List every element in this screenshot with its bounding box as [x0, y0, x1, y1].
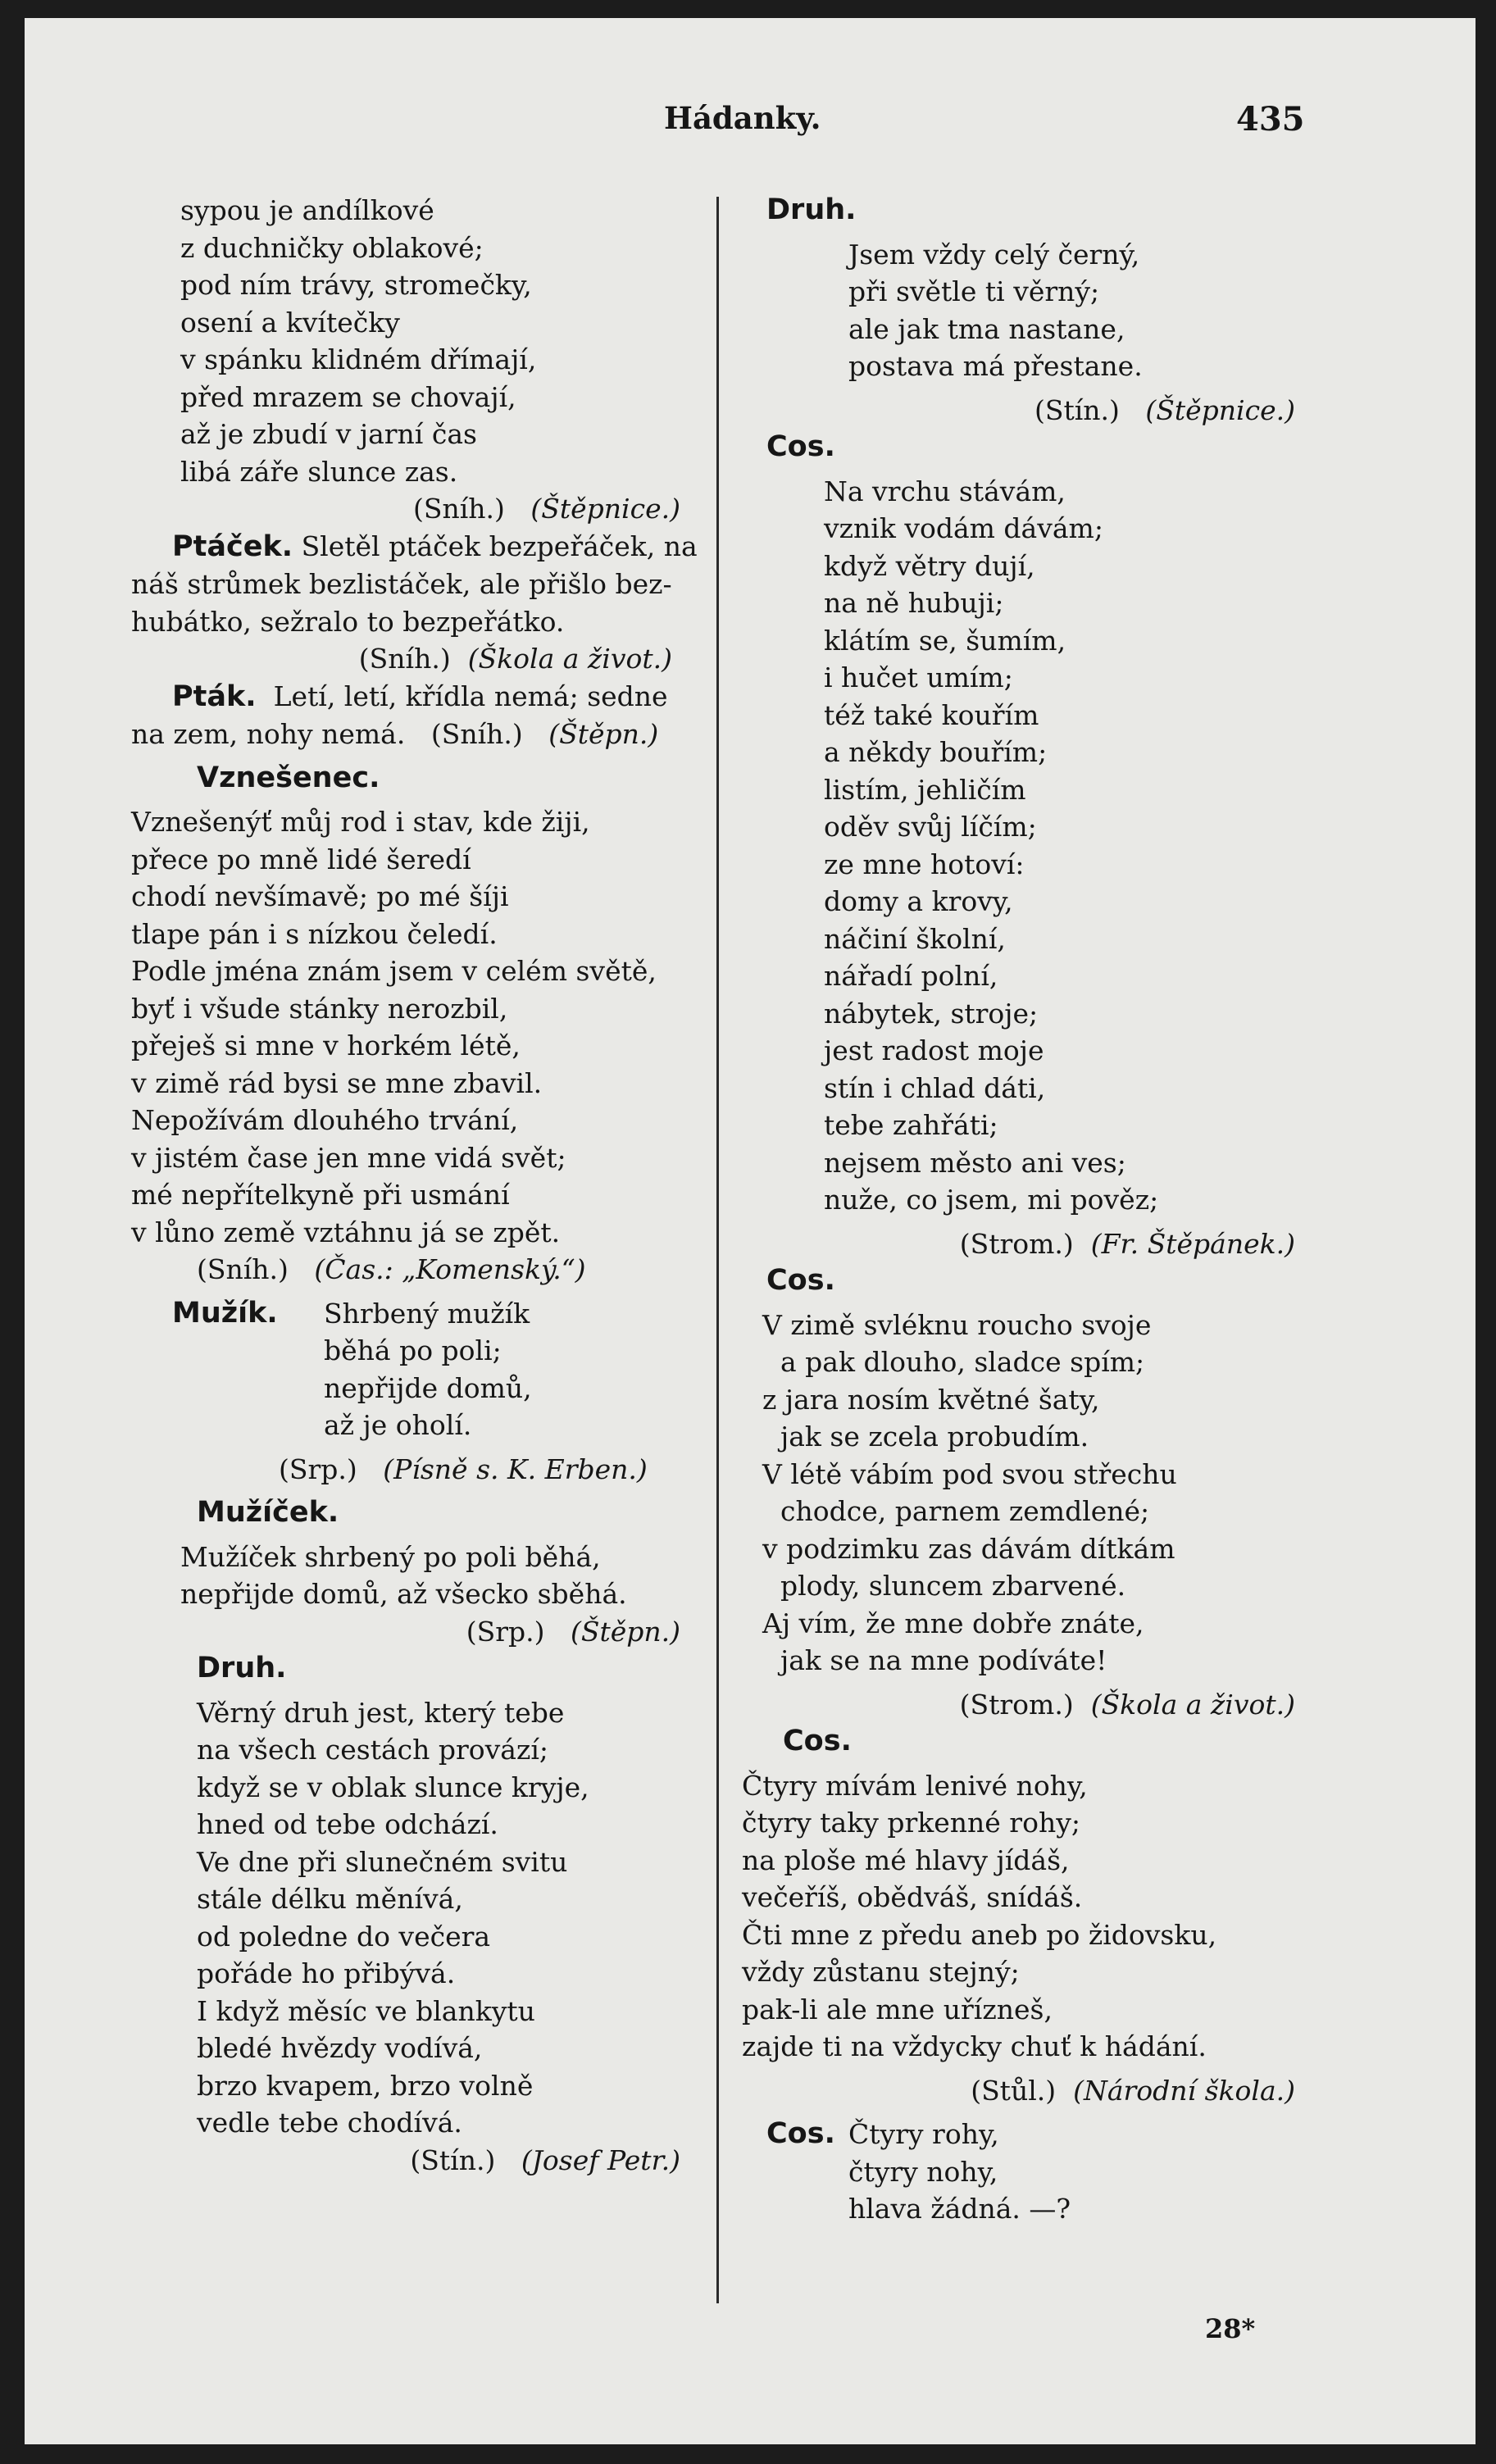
- author: (Fr. Štěpánek.): [1090, 1227, 1295, 1260]
- verse-line: hned od tebe odchází.: [197, 1808, 498, 1840]
- verse-line: V létě vábím pod svou střechu: [762, 1457, 1177, 1490]
- verse-line: též také kouřím: [824, 698, 1039, 731]
- riddle-heading: Mužíček.: [197, 1496, 339, 1529]
- riddle-ptak: [131, 678, 705, 753]
- verse-line: byť i všude stánky nerozbil,: [131, 992, 508, 1025]
- riddle-text: náš strůmek bezlistáček, ale přišlo bez-: [131, 568, 672, 600]
- riddle-heading: Vznešenec.: [197, 761, 380, 794]
- source-line: [758, 392, 1299, 430]
- author: (Čas.: „Komenský.“): [314, 1253, 586, 1285]
- author: (Štěpnice.): [530, 493, 680, 525]
- source-line: [131, 1451, 705, 1489]
- verse-line: večeříš, obědváš, snídáš.: [742, 1881, 1083, 1913]
- answer: (Srp.): [279, 1452, 357, 1485]
- verse-line: náčiní školní,: [824, 922, 1006, 955]
- verse-line: přece po mně lidé šeredí: [131, 843, 471, 875]
- verse-line: z duchničky oblakové;: [180, 231, 484, 264]
- verse-line: v lůno země vztáhnu já se zpět.: [131, 1216, 561, 1248]
- author: (Škola a život.): [467, 643, 672, 675]
- verse-line: ze mne hotoví:: [824, 848, 1025, 880]
- verse-line: bledé hvězdy vodívá,: [197, 2032, 483, 2064]
- answer: (Sníh.): [413, 493, 505, 525]
- verse-line: hlava žádná. —?: [848, 2193, 1071, 2225]
- verse-line: zajde ti na vždycky chuť k hádání.: [742, 2030, 1207, 2062]
- verse-line: jak se zcela probudím.: [780, 1421, 1089, 1452]
- answer: (Sníh.): [430, 718, 523, 750]
- verse-line: osení a kvítečky: [180, 306, 400, 339]
- author: (Štěpn.): [548, 718, 659, 750]
- source-line: [131, 1251, 705, 1289]
- verse-line: Čti mne z předu aneb po židovsku,: [742, 1918, 1217, 1951]
- verse-line: až je zbudí v jarní čas: [180, 418, 477, 450]
- verse-line: oděv svůj líčím;: [824, 811, 1037, 843]
- verse-line: běhá po poli;: [324, 1334, 502, 1366]
- verse-line: až je oholí.: [324, 1409, 472, 1441]
- verse-line: jak se na mne podíváte!: [780, 1644, 1107, 1676]
- verse-line: vždy zůstanu stejný;: [742, 1956, 1020, 1988]
- book-page: [25, 18, 1476, 2444]
- author: (Písně s. K. Erben.): [383, 1452, 648, 1485]
- verse-line: a někdy bouřím;: [824, 736, 1048, 768]
- source-line: [131, 2142, 705, 2180]
- riddle-heading: Cos.: [783, 1725, 852, 1757]
- verse-line: pořáde ho přibývá.: [197, 1957, 456, 1989]
- verse-line: Čtyry mívám lenivé nohy,: [742, 1769, 1088, 1802]
- verse-line: nejsem město ani ves;: [824, 1146, 1126, 1179]
- verse-line: když větry dují,: [824, 549, 1035, 582]
- riddle-heading: Cos.: [766, 1264, 835, 1297]
- verse-line: tlape pán i s nízkou čeledí.: [131, 917, 498, 950]
- riddle-muzik: [131, 1295, 705, 1444]
- verse-line: na ploše mé hlavy jídáš,: [742, 1843, 1070, 1876]
- riddle-cos-1: [758, 473, 1299, 1219]
- riddle-text: na zem, nohy nemá.: [131, 718, 406, 750]
- verse-line: brzo kvapem, brzo volně: [197, 2069, 534, 2102]
- source-line: [758, 1225, 1299, 1263]
- verse-line: Čtyry rohy,: [848, 2118, 999, 2150]
- riddle-cos-3: [742, 1767, 1299, 2066]
- verse-line: mé nepřítelkyně při usmání: [131, 1179, 510, 1211]
- verse-line: Ve dne při slunečném svitu: [197, 1845, 568, 1878]
- verse-line: I když měsíc ve blankytu: [197, 1994, 535, 2027]
- answer: (Srp.): [466, 1615, 545, 1648]
- verse-line: klátím se, šumím,: [824, 624, 1066, 657]
- author: (Štěpn.): [570, 1615, 680, 1648]
- verse-line: Věrný druh jest, který tebe: [197, 1696, 565, 1729]
- answer: (Stůl.): [971, 2074, 1057, 2107]
- running-header: Hádanky.: [664, 100, 821, 136]
- source-line: [758, 2072, 1299, 2110]
- riddle-ptacek: [131, 528, 705, 641]
- author: (Škola a život.): [1090, 1688, 1295, 1721]
- riddle-heading: Mužík.: [172, 1296, 278, 1330]
- signature-mark: 28*: [1205, 2313, 1256, 2344]
- verse-line: před mrazem se chovají,: [180, 380, 516, 413]
- riddle-heading: Druh.: [197, 1652, 287, 1684]
- verse-line: Shrbený mužík: [324, 1297, 530, 1330]
- verse-line: jest radost moje: [824, 1034, 1044, 1066]
- verse-line: Aj vím, že mne dobře znáte,: [762, 1607, 1144, 1639]
- riddle-heading: Cos.: [766, 430, 835, 463]
- verse-line: v jistém čase jen mne vidá svět;: [131, 1141, 566, 1174]
- verse-line: pak-li ale mne uřízneš,: [742, 1993, 1053, 2025]
- author: (Josef Petr.): [521, 2143, 680, 2176]
- verse-line: Na vrchu stávám,: [824, 475, 1066, 507]
- source-line: [131, 1613, 705, 1651]
- riddle-heading: Ptáček.: [172, 530, 293, 563]
- verse-line: Nepožívám dlouhého trvání,: [131, 1104, 519, 1136]
- verse-line: plody, sluncem zbarvené.: [780, 1570, 1126, 1602]
- verse-line: stále délku měnívá,: [197, 1883, 463, 1915]
- riddle-muzicek: [131, 1539, 705, 1613]
- verse-line: V zimě svléknu roucho svoje: [762, 1308, 1152, 1341]
- answer: (Stín.): [410, 2143, 496, 2176]
- verse-line: v spánku klidném dřímají,: [180, 343, 537, 375]
- answer: (Sníh.): [197, 1253, 289, 1285]
- source-line: [131, 640, 705, 678]
- riddle-heading: Druh.: [766, 193, 857, 226]
- verse-line: Podle jména znám jsem v celém světě,: [131, 955, 657, 987]
- riddle-text: hubátko, sežralo to bezpeřátko.: [131, 605, 565, 638]
- verse-line: čtyry nohy,: [848, 2155, 998, 2188]
- riddle-heading: Cos.: [766, 2117, 835, 2150]
- riddle-cos-2: [758, 1307, 1299, 1680]
- riddle-druh: [131, 1694, 705, 2142]
- verse-line: v zimě rád bysi se mne zbavil.: [131, 1066, 543, 1099]
- riddle-druh-2: [758, 236, 1299, 385]
- riddle-cos-4: [758, 2116, 1299, 2228]
- author: (Štěpnice.): [1145, 393, 1295, 426]
- verse-line: nuže, co jsem, mi pověz;: [824, 1184, 1159, 1216]
- verse-line: libá záře slunce zas.: [180, 455, 458, 488]
- verse-line: i hučet umím;: [824, 661, 1013, 693]
- verse-line: vznik vodám dávám;: [824, 512, 1103, 544]
- column-divider: [716, 197, 719, 2303]
- answer: (Sníh.): [358, 643, 451, 675]
- answer: (Strom.): [959, 1688, 1074, 1721]
- left-column: [131, 192, 705, 2179]
- verse-line: sypou je andílkové: [180, 194, 434, 226]
- verse-line: Vznešenýť můj rod i stav, kde žiji,: [131, 806, 590, 838]
- verse-line: ale jak tma nastane,: [848, 312, 1125, 345]
- verse-line: od poledne do večera: [197, 1920, 491, 1953]
- verse-line: přeješ si mne v horkém létě,: [131, 1030, 521, 1062]
- riddle-text: Sletěl ptáček bezpeřáček, na: [301, 530, 698, 562]
- verse-line: v podzimku zas dávám dítkám: [762, 1532, 1175, 1565]
- verse-line: domy a krovy,: [824, 885, 1013, 917]
- verse-line: pod ním trávy, stromečky,: [180, 269, 532, 301]
- verse-line: a pak dlouho, sladce spím;: [780, 1346, 1145, 1378]
- verse-line: nářadí polní,: [824, 960, 998, 992]
- verse-line: listím, jehličím: [824, 773, 1026, 806]
- riddle-vznesenec: [131, 803, 705, 1251]
- verse-line: nepřijde domů, až všecko sběhá.: [180, 1578, 627, 1610]
- verse-line: z jara nosím květné šaty,: [762, 1383, 1100, 1416]
- verse-line: vedle tebe chodívá.: [197, 2107, 462, 2139]
- answer: (Strom.): [959, 1227, 1074, 1260]
- answer: (Stín.): [1034, 393, 1120, 426]
- verse-line: nábytek, stroje;: [824, 997, 1039, 1030]
- riddle-text: Letí, letí, křídla nemá; sedne: [273, 680, 668, 712]
- verse-line: tebe zahřáti;: [824, 1109, 998, 1141]
- verse-line: na ně hubuji;: [824, 587, 1004, 619]
- verse-line: chodce, parnem zemdlené;: [780, 1495, 1150, 1527]
- verse-line: při světle ti věrný;: [848, 275, 1100, 307]
- verse-line: Jsem vždy celý černý,: [848, 238, 1140, 270]
- page-number: 435: [1236, 100, 1305, 139]
- verse-line: nepřijde domů,: [324, 1371, 532, 1404]
- verse-line: Mužíček shrbený po poli běhá,: [180, 1540, 601, 1573]
- source-line: [758, 1686, 1299, 1724]
- verse-line: stín i chlad dáti,: [824, 1071, 1046, 1104]
- poem-snih-continued: [131, 192, 705, 490]
- right-column: [742, 192, 1299, 2228]
- verse-line: čtyry taky prkenné rohy;: [742, 1807, 1080, 1839]
- author: (Národní škola.): [1073, 2074, 1295, 2107]
- riddle-heading: Pták.: [172, 680, 257, 713]
- verse-line: na všech cestách provází;: [197, 1734, 548, 1766]
- verse-line: chodí nevšímavě; po mé šíji: [131, 880, 509, 912]
- source-line: [131, 490, 705, 528]
- verse-line: když se v oblak slunce kryje,: [197, 1771, 589, 1803]
- verse-line: postava má přestane.: [848, 350, 1143, 382]
